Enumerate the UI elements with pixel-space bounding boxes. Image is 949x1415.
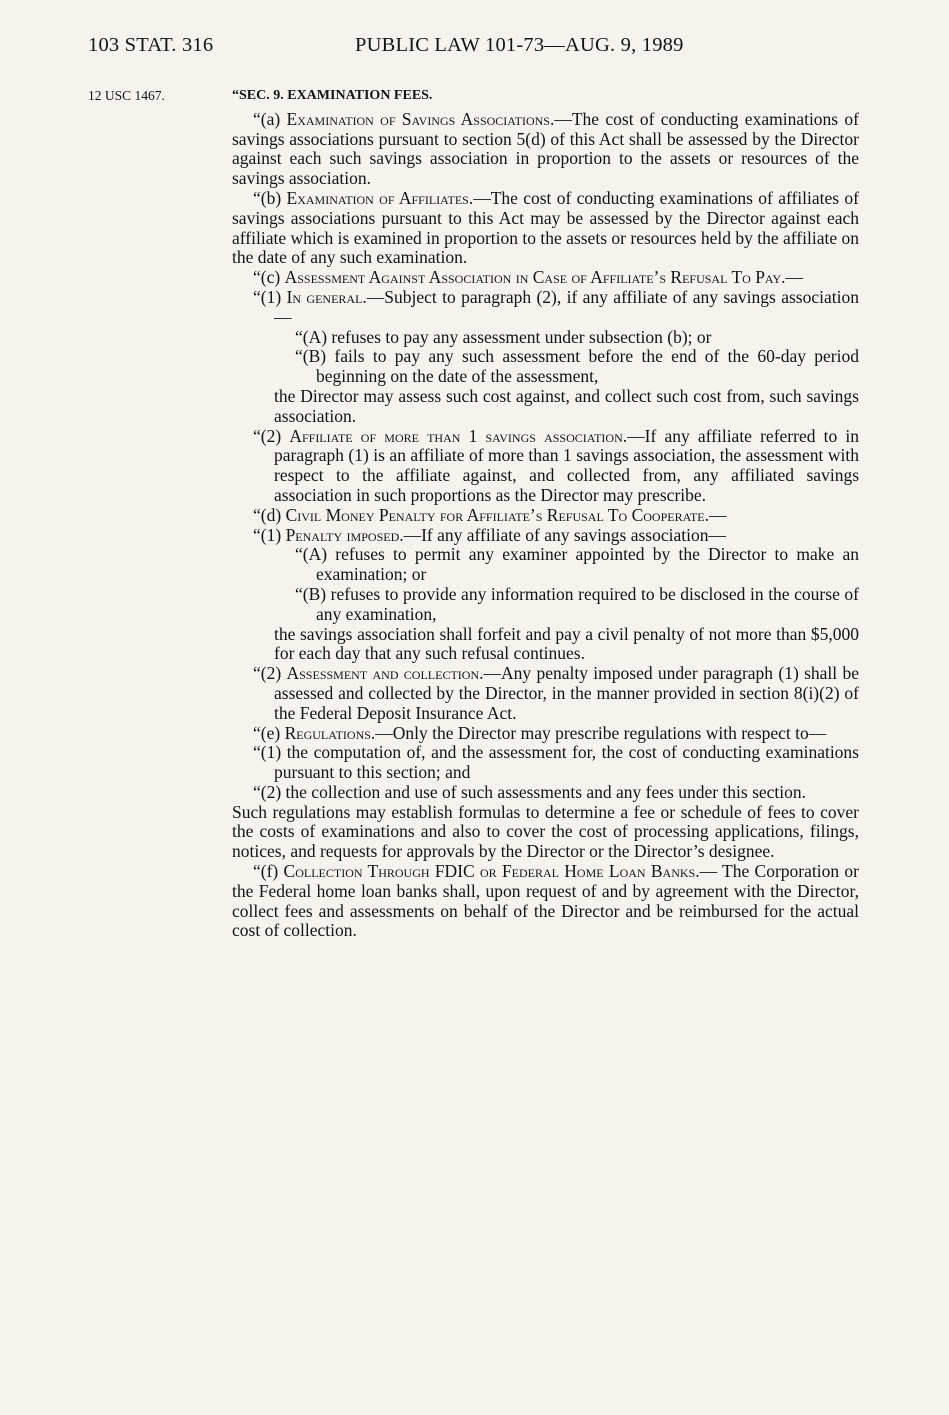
- subsection-c-heading: Assessment Against Association in Case of Affiliate’s Refusal To Pay.: [284, 267, 786, 288]
- c1-heading: In general.: [286, 286, 367, 307]
- d1-text: —If any affiliate of any savings association—: [403, 524, 726, 545]
- d1-heading: Penalty imposed.: [285, 524, 404, 545]
- c1-text: —Subject to paragraph (2), if any affiliate of any savings association—: [274, 286, 859, 327]
- subsection-a-heading: Examination of Savings Associations.: [286, 108, 555, 129]
- c1-label: “(1): [253, 286, 287, 307]
- subsection-f-heading: Collection Through FDIC or Federal Home Loan Banks.: [283, 861, 700, 882]
- d2-text: —Any penalty imposed under paragraph (1) shall be assessed and collected by the Director, in the manner provided in section 8(i)(2) of the Federal Deposit Insurance Act.: [274, 663, 859, 723]
- subsection-d-dash: —: [708, 504, 727, 525]
- subsection-a-text: —The cost of conducting examinations of savings associations pursuant to section 5(d) of this Act shall be assessed by the Director against each such savings association in proportion to the assets or resources of the savings association.: [232, 108, 859, 189]
- subsection-d-item-b: “(B) refuses to provide any information required to be disclosed in the course of any examination,: [295, 583, 859, 624]
- d2-label: “(2): [253, 663, 287, 684]
- section-title: “SEC. 9. EXAMINATION FEES.: [232, 88, 433, 103]
- subsection-e: [232, 724, 859, 744]
- d1-label: “(1): [253, 524, 286, 545]
- page-stat-number: 103 STAT. 316: [88, 34, 214, 56]
- subsection-d: [232, 506, 859, 526]
- subsection-b-label: “(b): [253, 187, 287, 208]
- subsection-d-label: “(d): [253, 504, 286, 525]
- c2-text: —If any affiliate referred to in paragraph (1) is an affiliate of more than 1 savings association, the assessment with respect to the affiliate against, and collected from, any affiliated savings association in such proportions as the Director may prescribe.: [274, 425, 859, 505]
- subsection-c-label: “(c): [253, 267, 285, 288]
- subsection-d-paragraph-1: [232, 526, 859, 546]
- subsection-e-flush-text: Such regulations may establish formulas to determine a fee or schedule of fees to cover the costs of examinations and also to cover the cost of processing applications, filings, notices, and requests for approvals by the Director or the Director’s designee.: [232, 801, 859, 862]
- subsection-c-dash: —: [785, 267, 804, 288]
- subsection-b-heading: Examination of Affiliates.: [286, 187, 474, 208]
- margin-citation: 12 USC 1467.: [88, 88, 165, 103]
- subsection-c-paragraph-1: [232, 288, 859, 328]
- subsection-c-paragraph-2: [232, 427, 859, 506]
- page-running-title: PUBLIC LAW 101-73—AUG. 9, 1989: [355, 34, 684, 56]
- subsection-d-item-a: “(A) refuses to permit any examiner appointed by the Director to make an examination; or: [295, 544, 859, 585]
- subsection-e-text: —Only the Director may prescribe regulations with respect to—: [375, 722, 827, 743]
- subsection-c-item-b: “(B) fails to pay any such assessment before the end of the 60-day period beginning on the date of the assessment,: [295, 346, 859, 387]
- subsection-c-item-a: “(A) refuses to pay any assessment under subsection (b); or: [295, 326, 712, 347]
- subsection-d-flush-text: the savings association shall forfeit and pay a civil penalty of not more than $5,000 for each day that any such refusal continues.: [274, 623, 859, 664]
- subsection-b-text: —The cost of conducting examinations of affiliates of savings associations pursuant to this Act may be assessed by the Director against each affiliate which is examined in proportion to the assets or resources held by the affiliate on the date of any such examination.: [232, 187, 859, 268]
- subsection-f-text: — The Corporation or the Federal home loan banks shall, upon request of and by agreement with the Director, collect fees and assessments on behalf of the Director and be reimbursed for the actual cost of collection.: [232, 861, 859, 941]
- subsection-e-item-1: “(1) the computation of, and the assessment for, the cost of conducting examinations pursuant to this section; and: [253, 742, 859, 783]
- subsection-a: [232, 110, 859, 189]
- statute-text: [232, 86, 859, 941]
- subsection-d-paragraph-2: [232, 664, 859, 723]
- c2-label: “(2): [253, 425, 290, 446]
- subsection-e-heading: Regulations.: [284, 722, 376, 743]
- c2-heading: Affiliate of more than 1 savings association.: [289, 425, 628, 446]
- d2-heading: Assessment and collection.: [286, 663, 484, 684]
- subsection-f: [232, 862, 859, 941]
- subsection-c: [232, 268, 859, 288]
- subsection-f-label: “(f): [253, 861, 284, 882]
- subsection-a-label: “(a): [253, 108, 287, 129]
- subsection-c-flush-text: the Director may assess such cost against, and collect such cost from, such savings association.: [274, 385, 859, 426]
- subsection-e-label: “(e): [253, 722, 285, 743]
- subsection-e-item-2: “(2) the collection and use of such assessments and any fees under this section.: [253, 781, 807, 802]
- subsection-b: [232, 189, 859, 268]
- subsection-d-heading: Civil Money Penalty for Affiliate’s Refusal To Cooperate.: [285, 504, 709, 525]
